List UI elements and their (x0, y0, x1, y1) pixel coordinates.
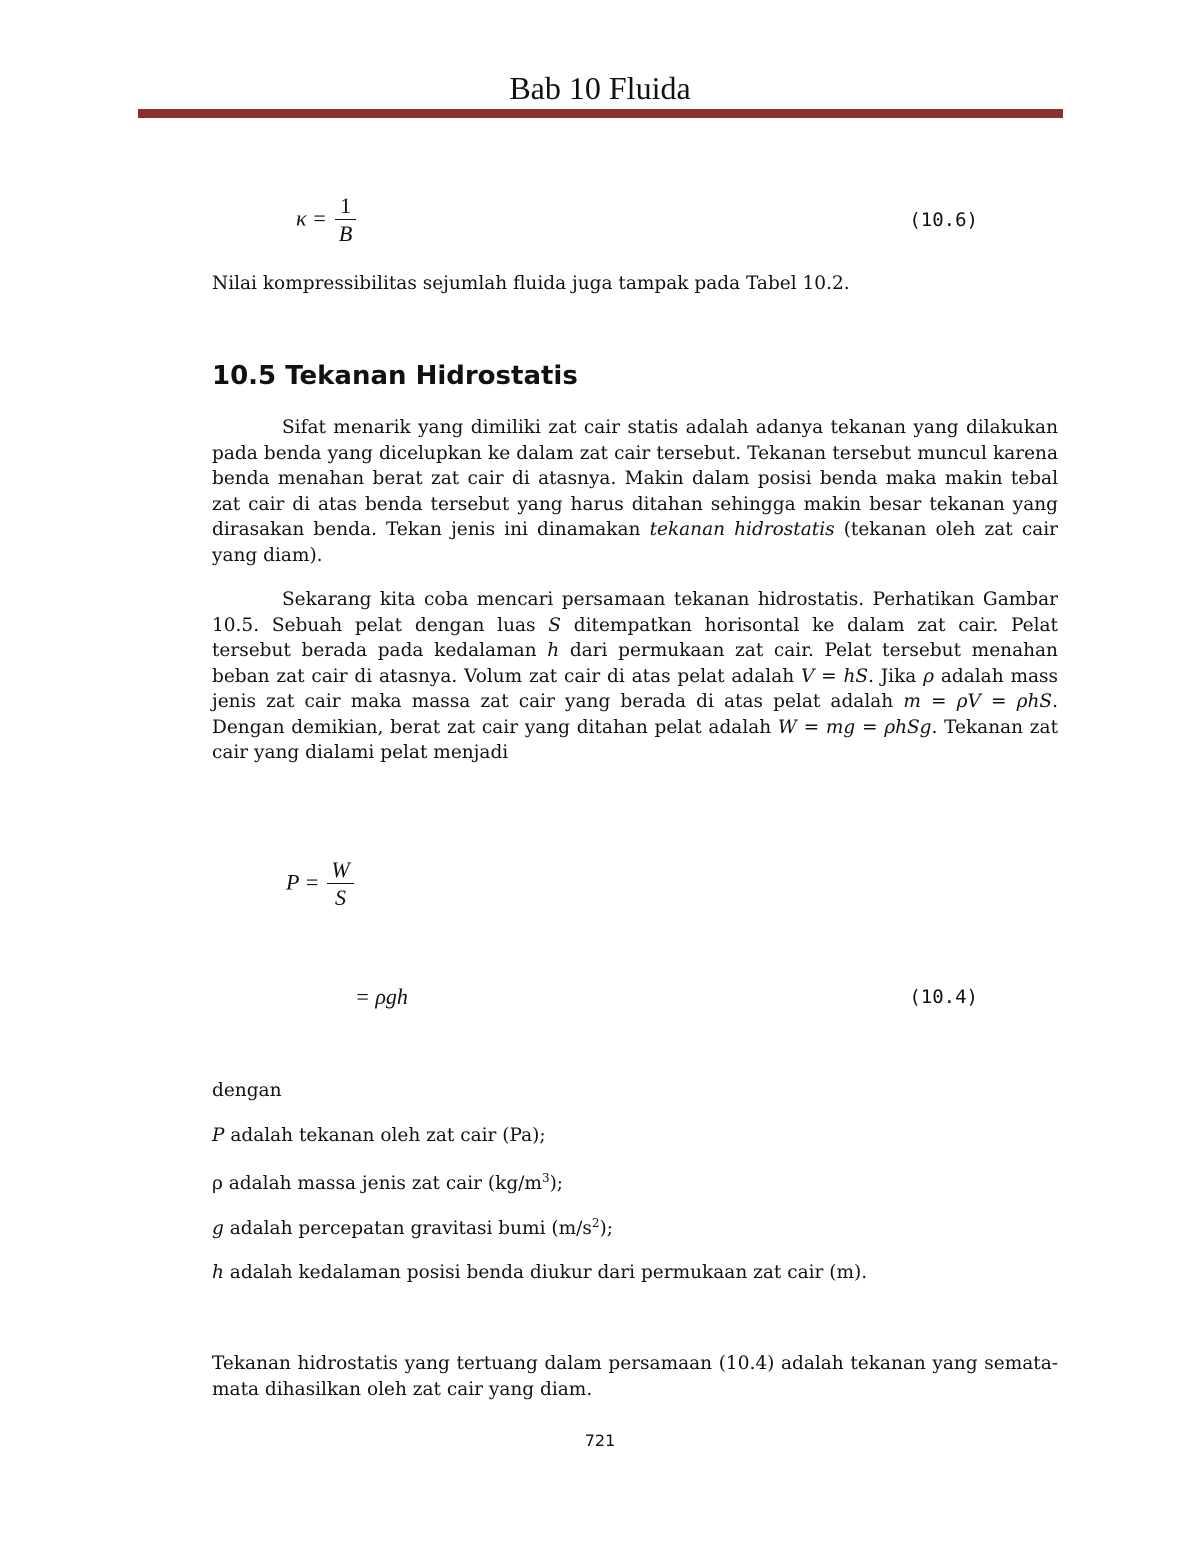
equation-pressure (286, 857, 354, 912)
def-symbol: P (212, 1125, 225, 1146)
equation-lhs: κ = (296, 205, 327, 231)
formula-mass: m = ρV = ρhS (903, 691, 1053, 712)
equation-lhs: P = (286, 869, 320, 895)
def-symbol: ρ (212, 1173, 223, 1195)
section-heading: 10.5 Tekanan Hidrostatis (212, 361, 578, 391)
para2-s2: ditempatkan horisontal ke dalam zat cair. Pelat tersebut berada pada kedalaman (212, 614, 1058, 661)
def-symbol: h (212, 1262, 224, 1283)
definition-g (212, 1216, 613, 1239)
equation-10-4 (355, 984, 408, 1010)
header-rule (138, 109, 1063, 118)
def-sup: 3 (541, 1171, 550, 1185)
numerator: W (331, 857, 350, 882)
definition-h (212, 1262, 867, 1283)
def-sup: 2 (591, 1216, 600, 1230)
para2-s5: adalah mass jenis zat cair maka massa zat cair yang berada di atas pelat adalah (212, 665, 1059, 712)
paragraph-derivation (212, 587, 1058, 766)
def-tail: ); (549, 1173, 564, 1195)
para1-text: Sifat menarik yang dimiliki zat cair statis adalah adanya tekanan yang dilakukan pada benda yang dicelupkan ke dalam zat cair tersebut. Tekanan tersebut muncul karena benda menahan berat zat cair di atasnya. Makin dalam posisi benda maka makin tebal zat cair di atas benda tersebut yang harus ditahan sehingga makin besar tekanan yang dirasakan benda. Tekan jenis ini dinamakan (212, 417, 1058, 540)
def-text: adalah kedalaman posisi benda diukur dari permukaan zat cair (m). (223, 1262, 868, 1283)
para2-s6: . Dengan demikian, berat zat cair yang ditahan pelat adalah (212, 691, 1058, 738)
symbol-h: h (547, 640, 560, 661)
definitions-intro: dengan (212, 1080, 282, 1101)
def-text: adalah percepatan gravitasi bumi (m/s (223, 1218, 592, 1240)
definition-P (212, 1125, 546, 1146)
symbol-rho: ρ (923, 665, 935, 687)
para1-tail: (tekanan oleh zat cair yang diam). (212, 519, 1058, 566)
denominator: B (338, 221, 353, 246)
para2-s7: . Tekanan zat cair yang dialami pelat menjadi (212, 716, 1059, 763)
def-symbol: g (212, 1218, 224, 1240)
formula-weight: W = mg = ρhSg (777, 716, 932, 738)
def-text: adalah massa jenis zat cair (kg/m (222, 1173, 542, 1195)
kompressibilitas-note: Nilai kompressibilitas sejumlah fluida juga tampak pada Tabel 10.2. (212, 273, 850, 294)
numerator: 1 (335, 193, 356, 220)
equation-number-10-4: (10.4) (909, 986, 978, 1008)
fraction (335, 193, 356, 248)
definition-rho (212, 1171, 563, 1194)
para2-s1: Sekarang kita coba mencari persamaan tekanan hidrostatis. Perhatikan Gambar 10.5. Sebuah pelat dengan luas (212, 589, 1058, 636)
term-tekanan-hidrostatis: tekanan hidrostatis (649, 519, 835, 540)
def-tail: ); (599, 1218, 613, 1240)
para2-s3: dari permukaan zat cair. Pelat tersebut menahan beban zat cair di atasnya. Volum zat cair di atas pelat adalah (212, 640, 1058, 687)
fraction (327, 857, 353, 912)
def-text: adalah tekanan oleh zat cair (Pa); (224, 1125, 546, 1146)
equation-10-6 (296, 193, 356, 248)
denominator: S (335, 885, 347, 910)
paragraph-hidrostatis-intro (212, 415, 1058, 568)
equation-rhs: = ρgh (355, 984, 408, 1009)
page-number: 721 (584, 1431, 616, 1450)
chapter-header-title: Bab 10 Fluida (509, 70, 691, 106)
symbol-S: S (548, 614, 561, 636)
formula-volume: V = hS (800, 665, 869, 687)
para2-s4: . Jika (868, 665, 924, 687)
closing-paragraph: Tekanan hidrostatis yang tertuang dalam persamaan (10.4) adalah tekanan yang semata-mata dihasilkan oleh zat cair yang diam. (212, 1353, 1058, 1400)
equation-number-10-6: (10.6) (909, 209, 978, 231)
